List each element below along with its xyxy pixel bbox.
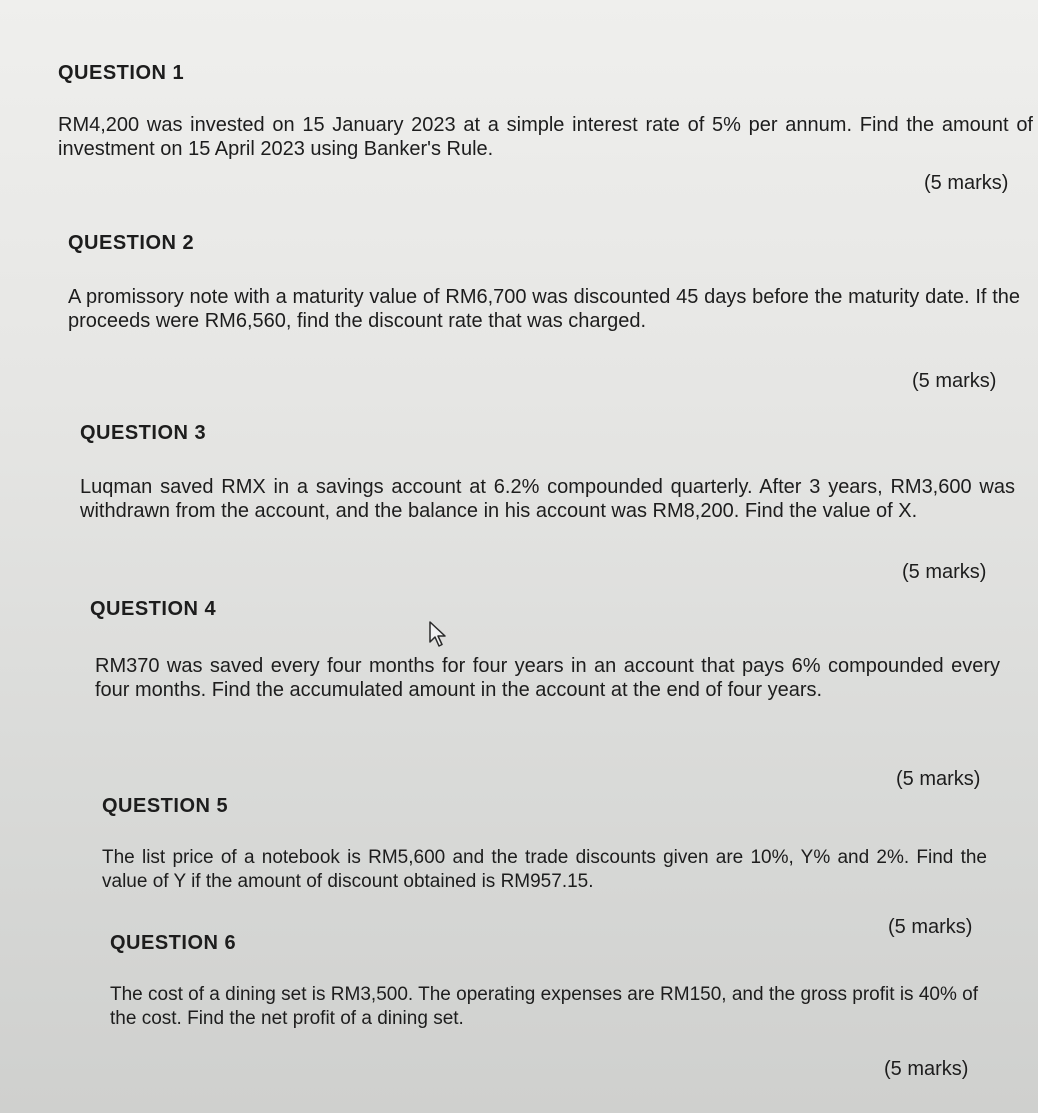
question-6-text: The cost of a dining set is RM3,500. The operating expenses are RM150, and the gross profit is 40% of the cost. Find the net profit of a dining set. xyxy=(110,984,978,1029)
question-5-heading: QUESTION 5 xyxy=(102,795,229,817)
question-6-marks: (5 marks) xyxy=(884,1058,969,1080)
question-5-text: The list price of a notebook is RM5,600 and the trade discounts given are 10%, Y% and 2%. Find the value of Y if the amount of discount obtained is RM957.15. xyxy=(102,847,987,892)
question-1-heading: QUESTION 1 xyxy=(58,62,185,84)
question-4-heading: QUESTION 4 xyxy=(90,598,217,620)
question-6-heading: QUESTION 6 xyxy=(110,932,237,954)
question-2 xyxy=(68,232,1020,333)
question-2-heading: QUESTION 2 xyxy=(68,232,195,254)
question-6 xyxy=(110,932,980,1031)
question-3-heading: QUESTION 3 xyxy=(80,422,207,444)
question-1-text: RM4,200 was invested on 15 January 2023 at a simple interest rate of 5% per annum. Find the amount of investment on 15 April 2023 using Banker's Rule. xyxy=(58,114,1033,160)
question-4 xyxy=(90,598,1000,621)
question-2-marks: (5 marks) xyxy=(912,370,997,392)
question-5 xyxy=(102,795,992,894)
question-4-text: RM370 was saved every four months for four years in an account that pays 6% compounded every four months. Find the accumulated amount in the account at the end of four years. xyxy=(95,655,1000,701)
question-3 xyxy=(80,422,1020,523)
question-2-text: A promissory note with a maturity value of RM6,700 was discounted 45 days before the maturity date. If the proceeds were RM6,560, find the discount rate that was charged. xyxy=(68,286,1020,332)
question-1-marks: (5 marks) xyxy=(924,172,1009,194)
mouse-cursor-icon xyxy=(428,620,450,648)
question-5-marks: (5 marks) xyxy=(888,916,973,938)
question-3-marks: (5 marks) xyxy=(902,561,987,583)
question-4-marks: (5 marks) xyxy=(896,768,981,790)
question-4-body xyxy=(95,654,1000,702)
question-1 xyxy=(58,62,1033,161)
question-3-text: Luqman saved RMX in a savings account at 6.2% compounded quarterly. After 3 years, RM3,600 was withdrawn from the account, and the balance in his account was RM8,200. Find the value of X. xyxy=(80,476,1015,522)
